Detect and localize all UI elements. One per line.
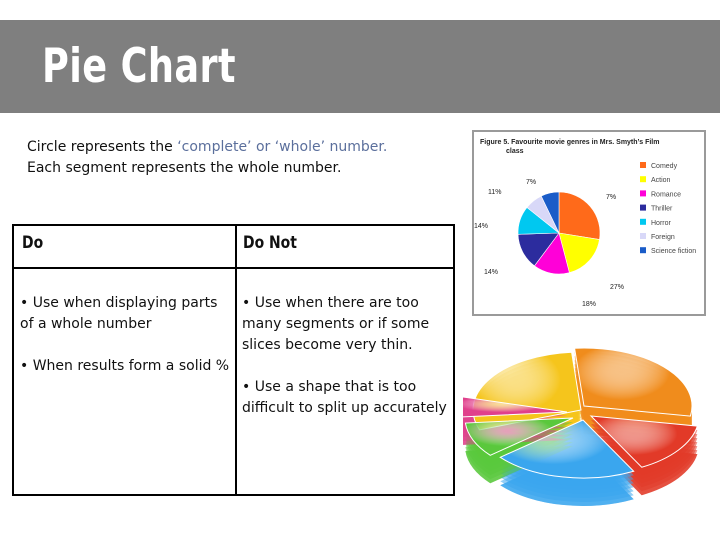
figure-title-line2: class	[506, 148, 524, 155]
pie-data-label: 7%	[526, 179, 537, 186]
legend-swatch	[640, 205, 646, 211]
donot-item: • Use when there are too many segments or if some slices become very thin.	[242, 295, 430, 353]
slide-title: Pie Chart	[42, 39, 236, 94]
legend-label: Romance	[651, 191, 681, 199]
pie-data-label: 7%	[606, 194, 617, 201]
pie-slice-comedy	[559, 192, 600, 240]
pie-data-label: 27%	[610, 284, 625, 291]
legend-swatch	[640, 176, 646, 182]
figure-legend	[640, 162, 696, 255]
pie-data-label: 18%	[582, 301, 597, 308]
figure-svg	[474, 132, 704, 314]
legend-swatch	[640, 190, 646, 196]
figure-pie-chart	[472, 130, 706, 316]
figure-title-line1: Figure 5. Favourite movie genres in Mrs. Smyth’s Film	[480, 139, 660, 146]
intro-line2: Each segment represents the whole number.	[27, 160, 342, 176]
do-cell	[20, 293, 232, 398]
intro-text	[27, 137, 447, 179]
decorative-3d-pie-image	[463, 330, 699, 510]
do-donot-table	[12, 224, 455, 496]
legend-label: Action	[651, 177, 671, 185]
legend-label: Horror	[651, 219, 671, 227]
pie3d-top	[575, 348, 692, 416]
pie-data-label: 14%	[484, 269, 499, 276]
pie-slices	[518, 192, 600, 274]
legend-label: Foreign	[651, 234, 675, 241]
donot-cell	[242, 293, 452, 440]
legend-swatch	[640, 247, 646, 253]
header-donot: Do Not	[243, 233, 297, 253]
legend-label: Thriller	[651, 205, 673, 213]
legend-swatch	[640, 233, 646, 239]
intro-line1-plain: Circle represents the	[27, 139, 178, 155]
pie-data-label: 11%	[488, 189, 502, 196]
intro-line1-accent: ‘complete’ or ‘whole’ number.	[177, 139, 388, 155]
legend-label: Science fiction	[651, 248, 697, 256]
legend-label: Comedy	[651, 163, 678, 170]
pie-data-label: 14%	[474, 223, 489, 230]
legend-swatch	[640, 162, 646, 168]
legend-swatch	[640, 219, 646, 225]
donot-item: • Use a shape that is too difficult to split up accurately	[242, 379, 447, 416]
header-do: Do	[22, 233, 44, 253]
table-divider-horizontal	[14, 267, 453, 269]
do-item: • When results form a solid %	[20, 358, 230, 374]
do-item: • Use when displaying parts of a whole number	[20, 295, 218, 332]
